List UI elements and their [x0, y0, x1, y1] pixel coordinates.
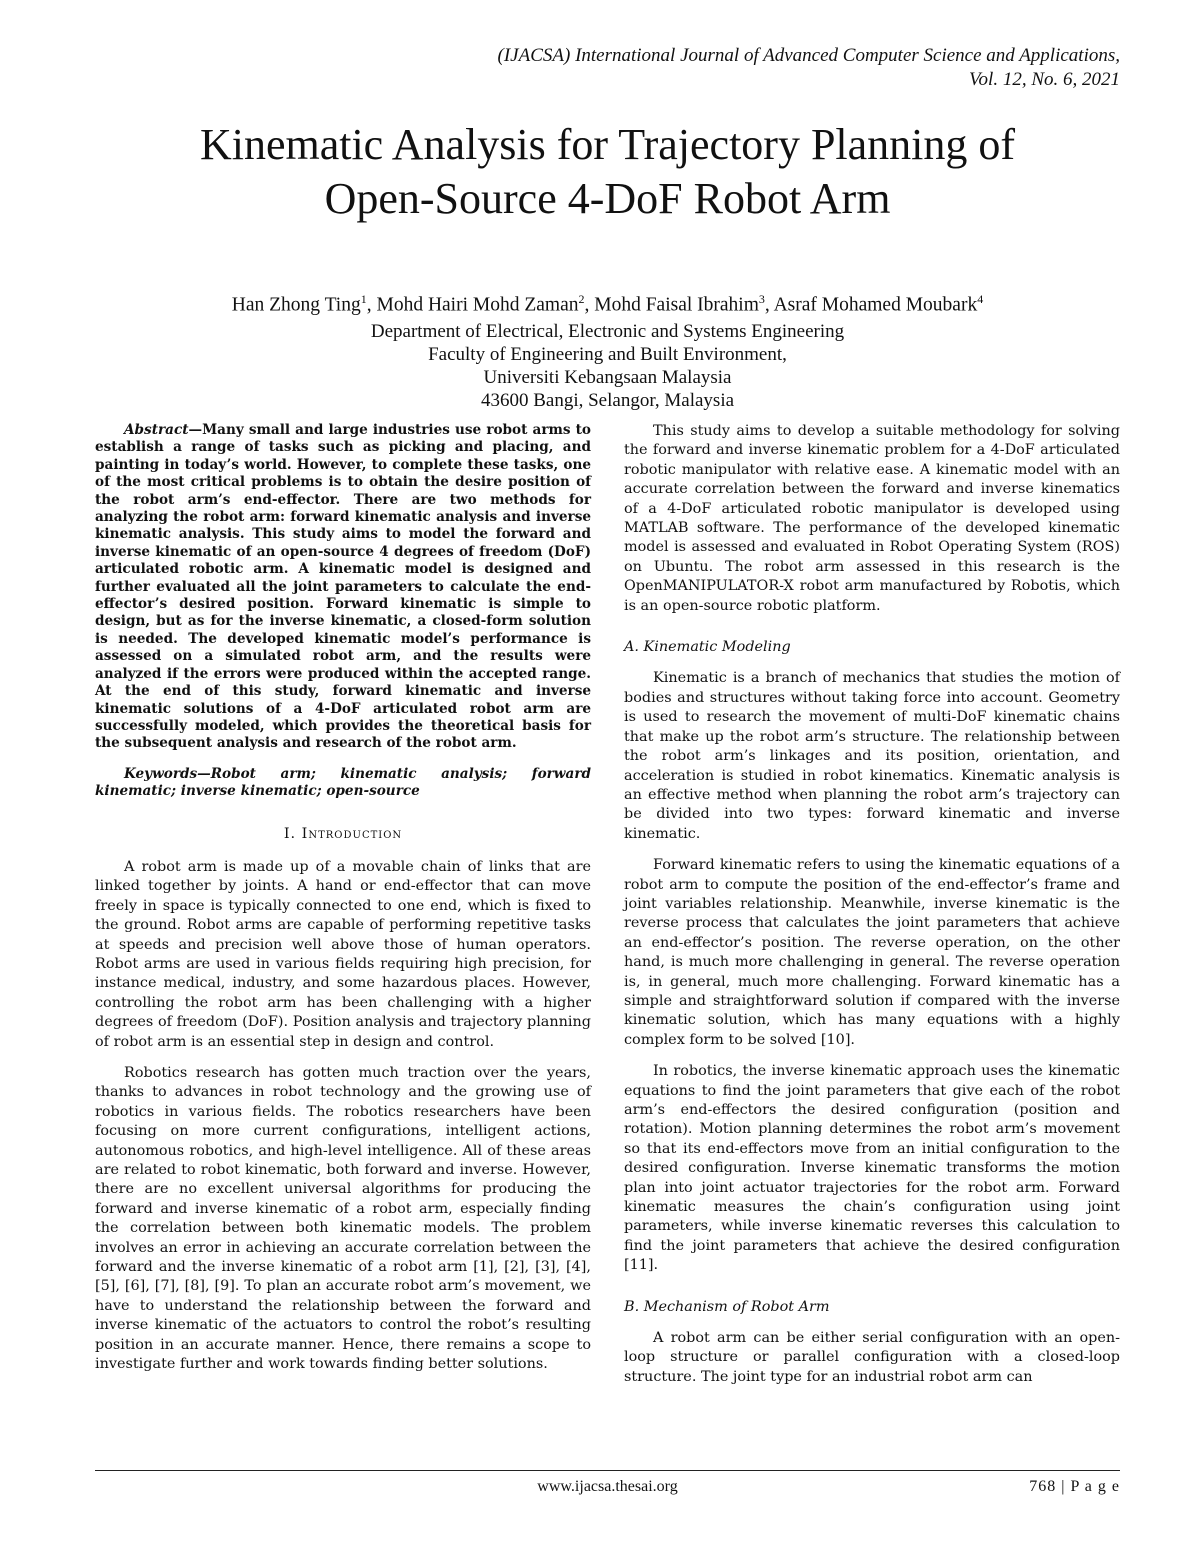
affiliation [95, 320, 1120, 412]
author-3: , Mohd Faisal Ibrahim [584, 294, 759, 316]
title-line-2: Open-Source 4-DoF Robot Arm [324, 174, 891, 223]
paper-title [95, 118, 1120, 226]
affiliation-address: 43600 Bangi, Selangor, Malaysia [480, 389, 735, 411]
affiliation-faculty: Faculty of Engineering and Built Environment, [428, 343, 787, 365]
subsection-heading-kinematic-modeling: A. Kinematic Modeling [624, 639, 791, 656]
intro-paragraph-2: Robotics research has gotten much traction over the years, thanks to advances in robot technology and the growing use of robotics in various fields. The robotics researchers have been focusing on more current configurations, intelligent actions, autonomous robotics, and high-level intelligence. All of these areas are related to robot kinematic, both forward and inverse. However, there are no excellent universal algorithms for producing the forward and inverse kinematic of a robot arm, especially finding the correlation between both kinematic models. The problem involves an error in achieving an accurate correlation between the forward and the inverse kinematic of a robot arm [1], [2], [3], [4], [5], [6], [7], [8], [9]. To plan an accurate robot arm’s movement, we have to understand the relationship between the forward and inverse kinematic of the actuators to control the robot’s resulting position in an accurate manner. Hence, there remains a scope to investigate further and work towards finding better solutions. [95, 1065, 591, 1373]
author-4: , Asraf Mohamed Moubark [764, 294, 978, 316]
intro-paragraph-1: A robot arm is made up of a movable chain of links that are linked together by joints. A hand or end-effector that can move freely in space is typically connected to one end, which is fixed to the ground. Robot arms are capable of performing repetitive tasks at speeds and precision well above those of human operators. Robot arms are used in various fields requiring high precision, for instance medical, industry, and some hazardous places. However, controlling the robot arm has been challenging with a higher degrees of freedom (DoF). Position analysis and trajectory planning of robot arm is an essential step in design and control. [95, 858, 591, 1050]
page-number: 768 | P a g e [1029, 1478, 1120, 1495]
footer-url: www.ijacsa.thesai.org [537, 1478, 678, 1495]
keywords: Keywords—Robot arm; kinematic analysis; forward kinematic; inverse kinematic; open-source [95, 765, 591, 800]
title-line-1: Kinematic Analysis for Trajectory Planning of [199, 120, 1016, 169]
footer-divider [95, 1470, 1120, 1471]
right-column [624, 422, 1120, 1399]
abstract [95, 422, 591, 753]
kinematic-paragraph-3: In robotics, the inverse kinematic approach uses the kinematic equations to find the joint parameters that give each of the robot arm’s end-effectors the desired configuration (position and rotation). Motion planning determines the robot arm’s movement so that its end-effectors move from an initial configuration to the desired configuration. Inverse kinematic transforms the motion plan into joint actuator trajectories for the robot arm. Forward kinematic measures the chain’s configuration using joint parameters, while inverse kinematic reverses this calculation to find the joint parameters that achieve the desired configuration [11]. [624, 1063, 1120, 1274]
author-4-affil-mark: 4 [977, 292, 984, 306]
journal-volume: Vol. 12, No. 6, 2021 [969, 69, 1120, 90]
mechanism-paragraph-1: A robot arm can be either serial configuration with an open-loop structure or parallel configuration with a closed-loop structure. The joint type for an industrial robot arm can [624, 1330, 1120, 1385]
author-names [95, 287, 1120, 318]
author-2: , Mohd Hairi Mohd Zaman [366, 294, 579, 316]
kinematic-paragraph-1: Kinematic is a branch of mechanics that studies the motion of bodies and structures without taking force into account. Geometry is used to research the movement of multi-DoF kinematic chains that make up the robot arm’s structure. The relationship between the robot arm’s linkages and its position, orientation, and acceleration is studied in robot kinematics. Kinematic analysis is an effective method when planning the robot arm’s trajectory can be divided into two types: forward kinematic and inverse kinematic. [624, 670, 1120, 842]
author-1-affil-mark: 1 [360, 292, 367, 306]
journal-header [498, 44, 1120, 92]
journal-name: (IJACSA) International Journal of Advanced Computer Science and Applications, [497, 45, 1120, 66]
abstract-lead: Abstract [124, 422, 189, 438]
affiliation-department: Department of Electrical, Electronic and Systems Engineering [370, 320, 845, 342]
author-3-affil-mark: 3 [758, 292, 765, 306]
author-block [95, 287, 1120, 412]
subsection-heading-mechanism: B. Mechanism of Robot Arm [624, 1298, 830, 1315]
intro-paragraph-3: This study aims to develop a suitable methodology for solving the forward and inverse kinematic problem for a 4-DoF articulated robotic manipulator with relative ease. A kinematic model with an accurate correlation between the forward and inverse kinematics of a 4-DoF articulated robotic manipulator is developed using MATLAB software. The performance of the developed kinematic model is assessed and evaluated in Robot Operating System (ROS) on Ubuntu. The robot arm assessed in this research is the OpenMANIPULATOR-X robot arm manufactured by Robotis, which is an open-source robotic platform. [624, 423, 1120, 614]
left-column [95, 422, 591, 1387]
kinematic-paragraph-2: Forward kinematic refers to using the kinematic equations of a robot arm to compute the position of the end-effector’s frame and joint variables relationship. Meanwhile, inverse kinematic is the reverse process that calculates the joint parameters that achieve an end-effector’s position. The reverse operation, on the other hand, is much more challenging in general. The reverse operation is, in general, much more challenging. Forward kinematic has a simple and straightforward solution if compared with the inverse kinematic solution, which has many equations with a highly complex form to be solved [10]. [624, 857, 1120, 1048]
section-heading-introduction: I. Introduction [283, 825, 403, 842]
affiliation-university: Universiti Kebangsaan Malaysia [483, 366, 732, 388]
author-2-affil-mark: 2 [578, 292, 585, 306]
author-1: Han Zhong Ting [231, 294, 361, 316]
abstract-text: —Many small and large industries use robot arms to establish a range of tasks such as picking and placing, and painting in today’s world. However, to complete these tasks, one of the most critical problems is to obtain the desire position of the robot arm’s end-effector. There are two methods for analyzing the robot arm: forward kinematic analysis and inverse kinematic analysis. This study aims to model the forward and inverse kinematic of an open-source 4 degrees of freedom (DoF) articulated robotic arm. A kinematic model is designed and further evaluated all the joint parameters to calculate the end-effector’s desired position. Forward kinematic is simple to design, but as for the inverse kinematic, a closed-form solution is needed. The developed kinematic model’s performance is assessed on a simulated robot arm, and the results were analyzed if the errors were produced within the accepted range. At the end of this study, forward kinematic and inverse kinematic solutions of a 4-DoF articulated robot arm are successfully modeled, which provides the theoretical basis for the subsequent analysis and research of the robot arm. [95, 422, 591, 752]
